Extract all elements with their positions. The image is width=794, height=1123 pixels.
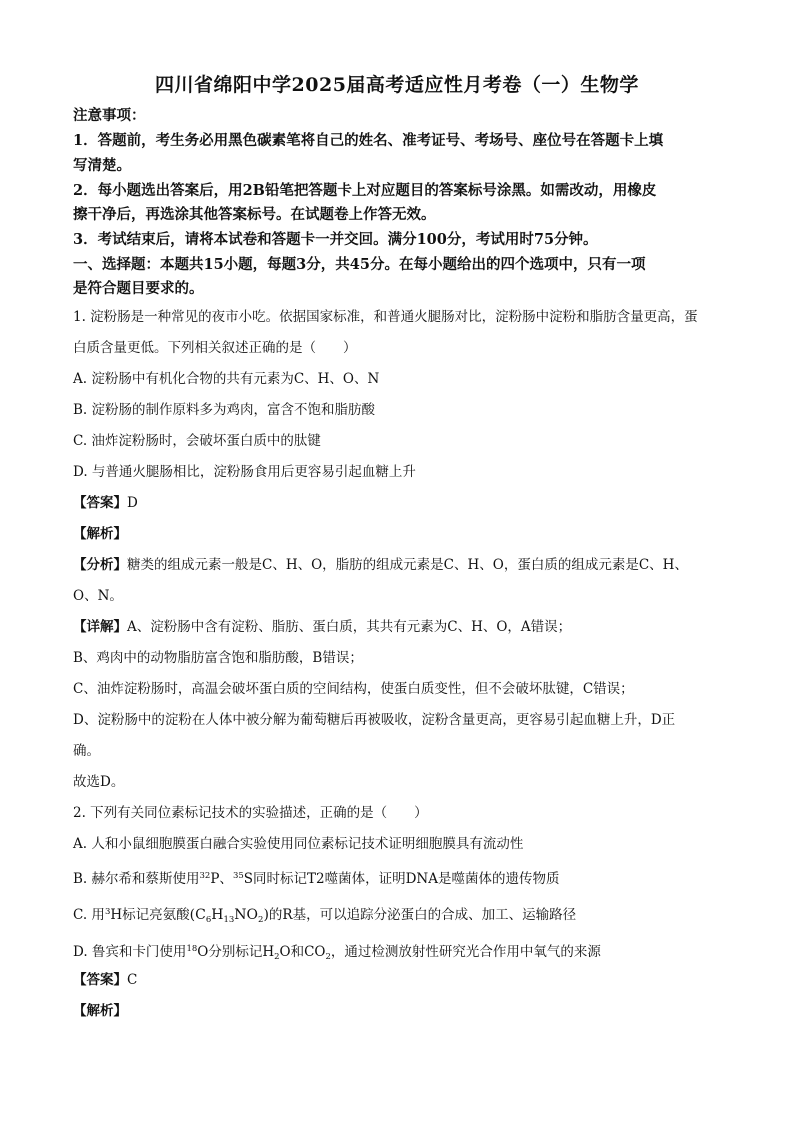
q1-analysis-tag: 【解析】 [73,526,127,542]
q1-answer-value: D [127,495,138,511]
q1-fenxi-line-2: O、N。 [73,588,123,604]
q1-xiangjie-line-b: B、鸡肉中的动物脂肪富含饱和脂肪酸，B错误； [73,650,363,666]
q2-option-d-mid2: O和CO [279,944,326,960]
q1-option-b: B. 淀粉肠的制作原料多为鸡肉，富含不饱和脂肪酸 [73,402,376,418]
q2-option-c-mid: H标记亮氨酸 [110,907,190,923]
q1-xiangjie-line-d1: D、淀粉肠中的淀粉在人体中被分解为葡萄糖后再被吸收，淀粉含量更高，更容易引起血糖上升，D正 [73,712,676,728]
page-title: 四川省绵阳中学2025届高考适应性月考卷（一）生物学 [155,74,639,96]
q1-stem-line-1: 1. 淀粉肠是一种常见的夜市小吃。依据国家标准，和普通火腿肠对比，淀粉肠中淀粉和脂肪含量更高，蛋 [73,309,698,325]
q2-option-d-sub-2b: 2 [325,952,331,962]
q2-option-b-pre: B. 赫尔希和蔡斯使用 [73,871,200,887]
q2-option-b-sup-35: 35 [232,871,244,881]
q1-option-c: C. 油炸淀粉肠时，会破坏蛋白质中的肽键 [73,433,321,449]
q2-analysis-tag: 【解析】 [73,1003,127,1019]
formula-sub-2: 2 [258,915,264,925]
notice-item-3: 3．考试结束后，请将本试卷和答题卡一并交回。满分100分，考试用时75分钟。 [73,231,598,248]
formula-no: NO [234,907,259,923]
q1-xiangjie-line-c: C、油炸淀粉肠时，高温会破坏蛋白质的空间结构，使蛋白质变性，但不会破坏肽键，C错误； [73,681,634,697]
q1-option-a: A. 淀粉肠中有机化合物的共有元素为C、H、O、N [73,371,380,387]
q2-answer-line [73,968,725,992]
q2-option-a: A. 人和小鼠细胞膜蛋白融合实验使用同位素标记技术证明细胞膜具有流动性 [73,836,524,852]
q2-option-d-pre: D. 鲁宾和卡门使用 [73,944,187,960]
q2-option-c-post: 的R基，可以追踪分泌蛋白的合成、加工、运输路径 [268,907,577,923]
notice-item-2-line-1: 2．每小题选出答案后，用2B铅笔把答题卡上对应题目的答案标号涂黑。如需改动，用橡皮 [73,182,657,199]
leucine-formula [190,907,269,923]
q1-fenxi-text: 糖类的组成元素一般是C、H、O，脂肪的组成元素是C、H、O，蛋白质的组成元素是C、H、 [127,557,688,573]
q1-xiangjie-tag: 【详解】 [73,619,127,635]
q1-xiangjie-a-text: A、淀粉肠中含有淀粉、脂肪、蛋白质，其共有元素为C、H、O，A错误； [127,619,572,635]
q1-answer-line [73,491,725,515]
q1-option-d: D. 与普通火腿肠相比，淀粉肠食用后更容易引起血糖上升 [73,464,416,480]
formula-open: (C [189,907,206,923]
formula-sub-13: 13 [223,915,235,925]
q2-option-d-sub-2a: 2 [274,952,280,962]
q1-stem-line-2: 白质含量更低。下列相关叙述正确的是（ ） [73,340,357,356]
q2-option-c-sup-3: 3 [104,907,111,917]
notice-item-1-line-1: 1．答题前，考生务必用黑色碳素笔将自己的姓名、准考证号、考场号、座位号在答题卡上填 [73,132,664,149]
q1-xiangjie-line-d2: 确。 [73,743,100,759]
q2-answer-value: C [127,972,138,988]
section-heading-line-1: 一、选择题：本题共15小题，每题3分，共45分。在每小题给出的四个选项中，只有一项 [73,256,646,273]
q2-option-b-mid: P、 [210,871,233,887]
q2-option-d-mid1: O分别标记H [197,944,275,960]
q2-answer-tag: 【答案】 [73,972,127,988]
q2-option-d-sup-18: 18 [186,944,198,954]
formula-h: H [211,907,224,923]
q2-option-c [73,900,725,932]
q2-option-b [73,864,725,891]
section-heading-line-2: 是符合题目要求的。 [73,280,204,297]
formula-close: ) [263,907,269,923]
notice-heading: 注意事项： [73,107,146,124]
q1-conclusion: 故选D。 [73,774,125,790]
notice-item-1-line-2: 写清楚。 [73,157,131,174]
q2-stem: 2. 下列有关同位素标记技术的实验描述，正确的是（ ） [73,805,428,821]
q2-option-c-pre: C. 用 [73,907,105,923]
q1-answer-tag: 【答案】 [73,495,127,511]
notice-item-2-line-2: 擦干净后，再选涂其他答案标号。在试题卷上作答无效。 [73,206,436,223]
q1-fenxi-tag: 【分析】 [73,557,127,573]
q2-option-b-sup-32: 32 [199,871,211,881]
q2-option-d [73,937,725,969]
q1-fenxi-line-1 [73,553,725,577]
q1-xiangjie-line-a [73,615,725,639]
q2-option-d-post: ，通过检测放射性研究光合作用中氧气的来源 [330,944,601,960]
formula-sub-6: 6 [205,915,212,925]
q2-option-b-post: S同时标记T2噬菌体，证明DNA是噬菌体的遗传物质 [243,871,560,887]
